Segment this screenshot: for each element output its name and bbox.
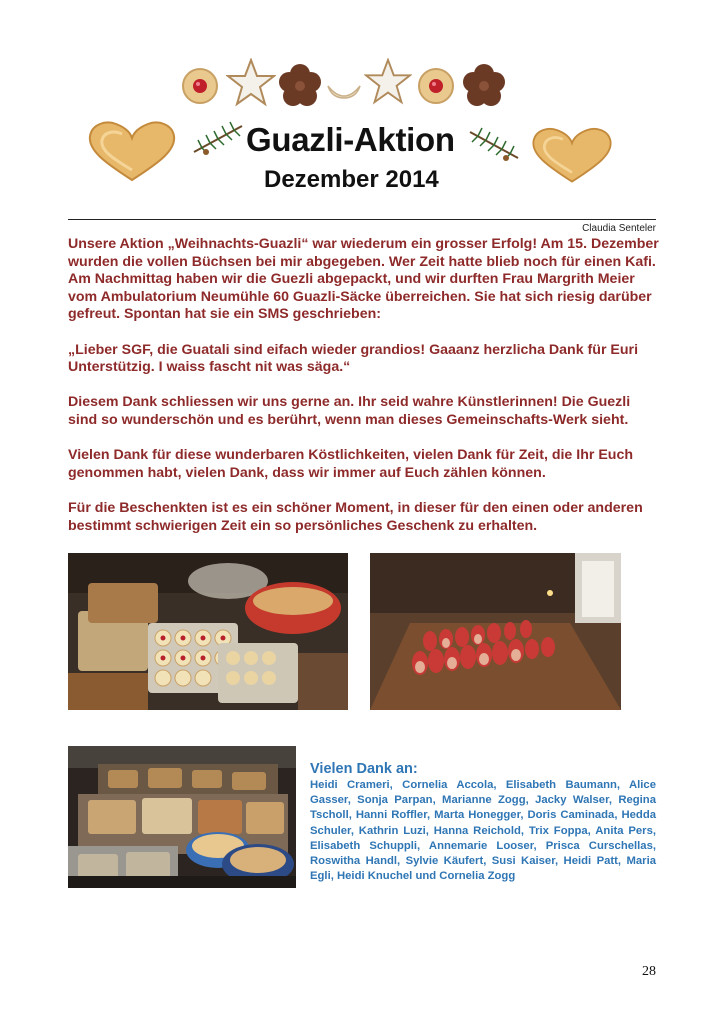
crescent-cookie-icon (326, 80, 362, 104)
jam-ring-cookie-icon (416, 66, 456, 106)
thanks-names-list: Heidi Crameri, Cornelia Accola, Elisabeth Baumann, Alice Gasser, Sonja Parpan, Marianne Zogg, Jacky Walser, Regina Tscholl, Hanni Roffler, Marta Honegger, Doris Caminada, Hedda Schuler, Kathrin Luzi, Hanna Reichold, Trix Foppa, Anita Pers, Elisabeth Schuppli, Annemarie Looser, Prisca Curschellas, Roswitha Handl, Sylvie Käufert, Susi Kaiser, Heidi Patt, Maria Egli, Heidi Knuchel und Cornelia Zogg (310, 779, 656, 883)
thanks-section (310, 760, 656, 884)
cinnamon-star-icon (364, 58, 412, 106)
cookie-decoration-row (180, 58, 550, 112)
header-divider (68, 219, 656, 220)
heart-cookie-icon (528, 124, 616, 191)
thanks-heading: Vielen Dank an: (310, 761, 418, 777)
author-name: Claudia Senteler (582, 223, 656, 234)
paragraph: Diesem Dank schliessen wir uns gerne an. Ihr seid wahre Künstlerinnen! Die Guezli sind so wunderschön und es berührt, wenn man dieses Gemeinschafts-Werk sieht. (68, 394, 631, 428)
fir-branch-icon (468, 124, 520, 169)
photo-cookie-bags (370, 553, 621, 710)
chocolate-flower-cookie-icon (278, 64, 322, 108)
page-subtitle: Dezember 2014 (264, 166, 439, 193)
photo-cookie-table (68, 746, 296, 888)
page-title: Guazli-Aktion (246, 121, 455, 158)
heart-cookie-icon (84, 118, 180, 189)
article-body (68, 236, 660, 553)
paragraph: Unsere Aktion „Weihnachts-Guazli“ war wiederum ein grosser Erfolg! Am 15. Dezember wurden die vollen Büchsen bei mir abgegeben. Wer Zeit hatte blieb noch für einen Kafi. Am Nachmittag haben wir die Guezli abgepackt, und wir durften Frau Margrith Meier vom Ambulatorium Neumühle 60 Guazli-Säcke überreichen. Sie hat sich riesig darüber gefreut. Spontan hat sie ein SMS geschrieben: (68, 236, 659, 323)
cinnamon-star-icon (226, 58, 276, 108)
chocolate-flower-cookie-icon (462, 64, 506, 108)
photo-cookie-tins (68, 553, 348, 710)
jam-ring-cookie-icon (180, 66, 220, 106)
paragraph: Vielen Dank für diese wunderbaren Köstlichkeiten, vielen Dank für Zeit, die Ihr Euch genommen habt, vielen Dank, dass wir immer auf Euch zählen können. (68, 447, 634, 481)
fir-branch-icon (192, 118, 244, 163)
paragraph: Für die Beschenkten ist es ein schöner Moment, in dieser für den einen oder anderen bestimmt schwierigen Zeit ein so persönliches Geschenk zu erhalten. (68, 499, 643, 534)
page-number: 28 (642, 964, 656, 979)
paragraph: „Lieber SGF, die Guatali sind eifach wieder grandios! Gaaanz herzlicha Dank für Euri Unterstützig. I waiss fascht nit was säga.“ (68, 341, 639, 376)
